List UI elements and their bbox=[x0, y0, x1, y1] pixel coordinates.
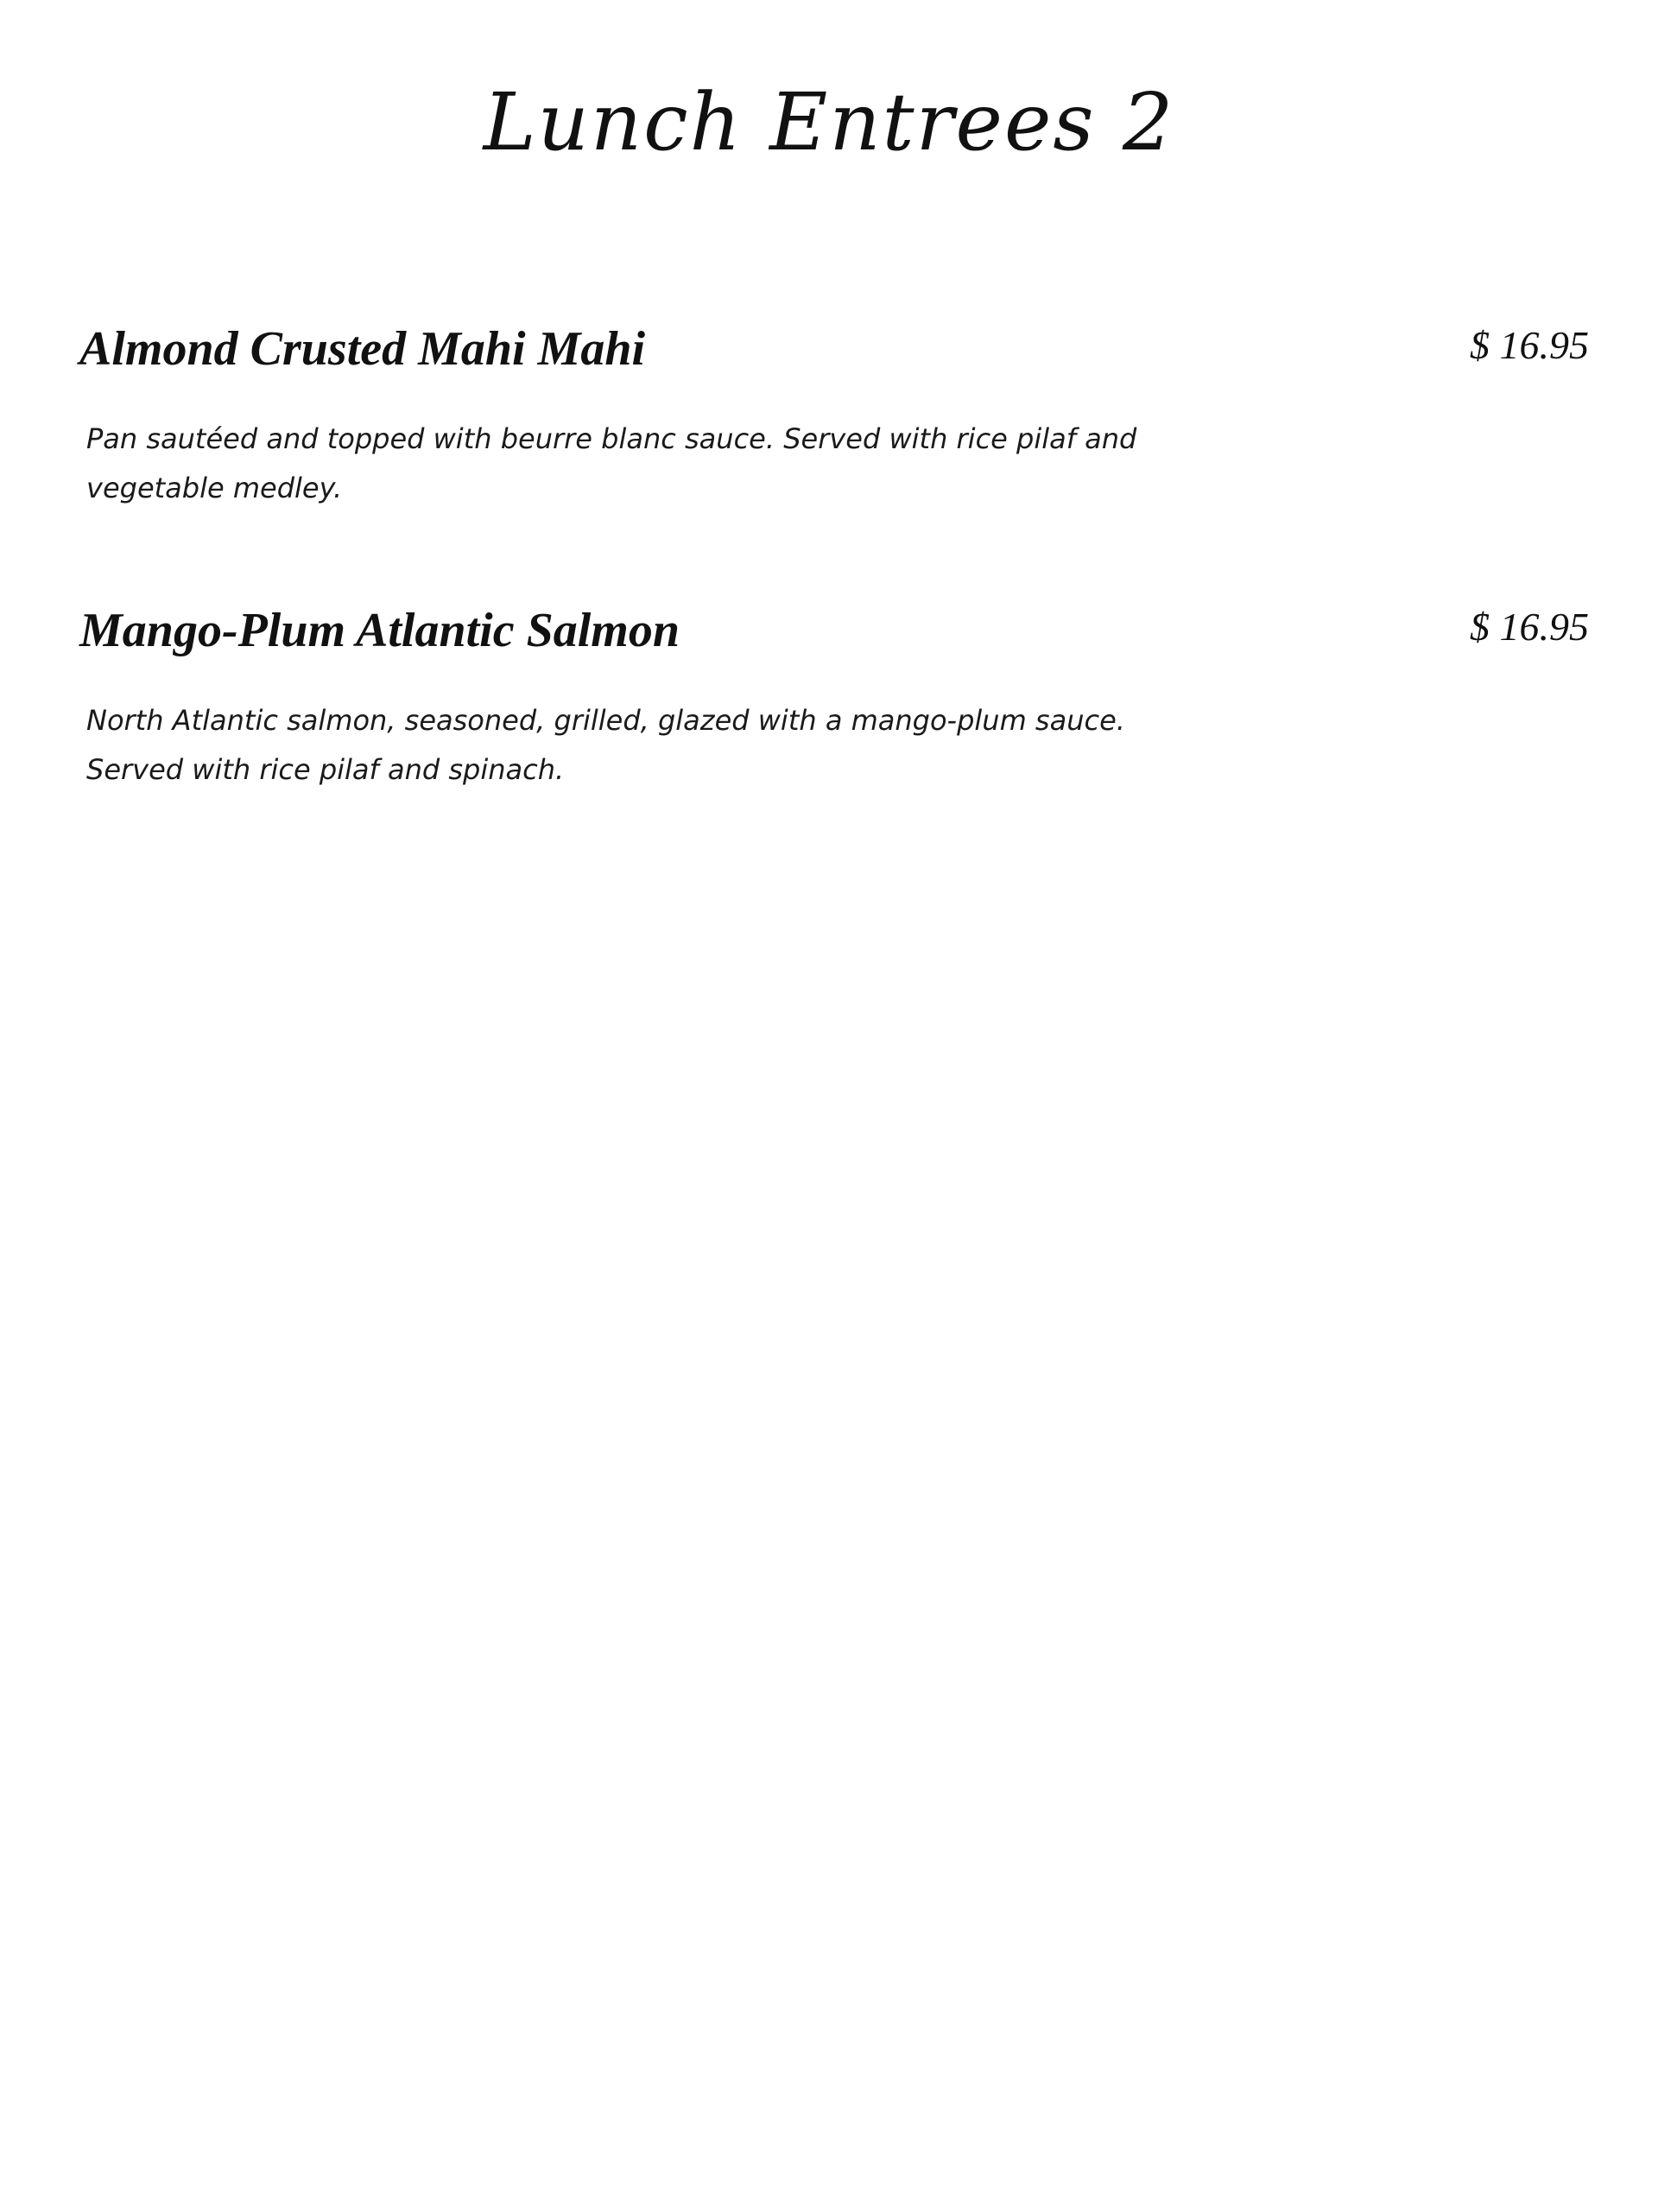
menu-item-description: North Atlantic salmon, seasoned, grilled, glazed with a mango-plum sauce. Served with rice pilaf and spinach. bbox=[86, 704, 1125, 786]
menu-item bbox=[79, 599, 1589, 795]
menu-item bbox=[79, 318, 1589, 513]
menu-item-description: Pan sautéed and topped with beurre blanc sauce. Served with rice pilaf and vegetable medley. bbox=[86, 422, 1137, 504]
menu-item-name: Almond Crusted Mahi Mahi bbox=[79, 322, 646, 376]
menu-item-price: $ 16.95 bbox=[1470, 605, 1589, 649]
menu-item-header bbox=[79, 318, 1589, 387]
menu-item-header bbox=[79, 599, 1589, 669]
menu-item-price: $ 16.95 bbox=[1470, 323, 1589, 367]
page-title: Lunch Entrees 2 bbox=[483, 76, 1175, 168]
menu-item-name: Mango-Plum Atlantic Salmon bbox=[79, 604, 680, 657]
